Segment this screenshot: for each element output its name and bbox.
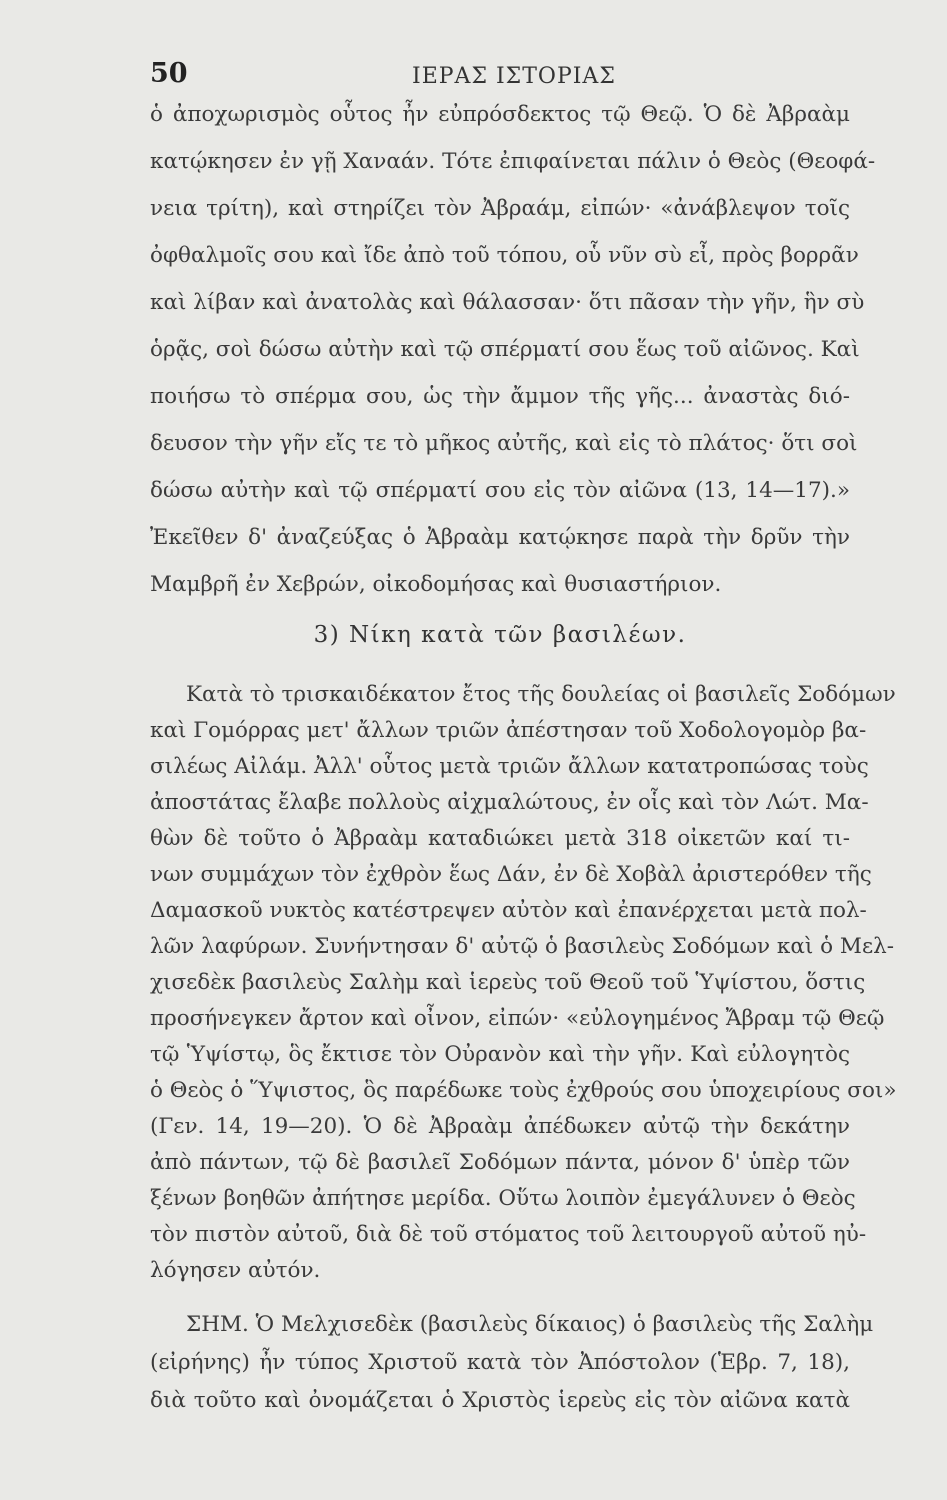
text-line: Δαμασκοῦ νυκτὸς κατέστρεψεν αὐτὸν καὶ ἐπανέρχεται μετὰ πολ- — [150, 898, 867, 923]
text-line: νων συμμάχων τὸν ἐχθρὸν ἕως Δάν, ἐν δὲ Χοβὰλ ἀριστερόθεν τῆς — [150, 862, 872, 887]
text-line: ξένων βοηθῶν ἀπήτησε μερίδα. Οὕτω λοιπὸν ἐμεγάλυνεν ὁ Θεὸς — [150, 1186, 856, 1211]
text-line: δευσον τὴν γῆν εἴς τε τὸ μῆκος αὐτῆς, καὶ εἰς τὸ πλάτος· ὅτι σοὶ — [150, 431, 858, 456]
text-line: ὁρᾷς, σοὶ δώσω αὐτὴν καὶ τῷ σπέρματί σου ἕως τοῦ αἰῶνος. Καὶ — [150, 337, 860, 362]
text-line: Κατὰ τὸ τρισκαιδέκατον ἔτος τῆς δουλείας οἱ βασιλεῖς Σοδόμων — [186, 682, 896, 707]
text-line: καὶ λίβαν καὶ ἀνατολὰς καὶ θάλασσαν· ὅτι πᾶσαν τὴν γῆν, ἣν σὺ — [150, 290, 865, 315]
text-line: ΣΗΜ. Ὁ Μελχισεδὲκ (βασιλεὺς δίκαιος) ὁ βασιλεὺς τῆς Σαλὴμ — [186, 1312, 874, 1337]
text-line: ὀφθαλμοῖς σου καὶ ἴδε ἀπὸ τοῦ τόπου, οὗ νῦν σὺ εἶ, πρὸς βορρᾶν — [150, 243, 859, 268]
running-title: ΙΕΡΑΣ ΙΣΤΟΡΙΑΣ — [412, 64, 616, 89]
text-line: Μαμβρῆ ἐν Χεβρών, οἰκοδομήσας καὶ θυσιαστήριον. — [150, 572, 722, 597]
text-line: ἀπὸ πάντων, τῷ δὲ βασιλεῖ Σοδόμων πάντα, μόνον δ' ὑπὲρ τῶν — [150, 1150, 850, 1175]
page-header — [150, 52, 850, 92]
text-line: κατῴκησεν ἐν γῇ Χαναάν. Τότε ἐπιφαίνεται πάλιν ὁ Θεὸς (Θεοφά- — [150, 149, 876, 174]
text-line: δώσω αὐτὴν καὶ τῷ σπέρματί σου εἰς τὸν αἰῶνα (13, 14—17).» — [150, 478, 850, 503]
page-number: 50 — [150, 58, 188, 89]
text-line: χισεδὲκ βασιλεὺς Σαλὴμ καὶ ἱερεὺς τοῦ Θεοῦ τοῦ Ὑψίστου, ὅστις — [150, 970, 866, 995]
text-line: τὸν πιστὸν αὐτοῦ, διὰ δὲ τοῦ στόματος τοῦ λειτουργοῦ αὐτοῦ ηὐ- — [150, 1222, 867, 1247]
text-line: διὰ τοῦτο καὶ ὀνομάζεται ὁ Χριστὸς ἱερεὺς εἰς τὸν αἰῶνα κατὰ — [150, 1388, 850, 1413]
text-line: καὶ Γομόρρας μετ' ἄλλων τριῶν ἀπέστησαν τοῦ Χοδολογομὸρ βα- — [150, 718, 867, 743]
text-line: τῷ Ὑψίστῳ, ὃς ἔκτισε τὸν Οὐρανὸν καὶ τὴν γῆν. Καὶ εὐλογητὸς — [150, 1042, 850, 1067]
text-line: προσήνεγκεν ἄρτον καὶ οἶνον, εἰπών· «εὐλογημένος Ἄβραμ τῷ Θεῷ — [150, 1006, 885, 1031]
text-line: ποιήσω τὸ σπέρμα σου, ὡς τὴν ἄμμον τῆς γῆς... ἀναστὰς διό- — [150, 384, 850, 409]
text-line: νεια τρίτη), καὶ στηρίζει τὸν Ἀβραάμ, εἰπών· «ἀνάβλεψον τοῖς — [150, 196, 850, 221]
text-line: λόγησεν αὐτόν. — [150, 1258, 321, 1283]
text-line: σιλέως Αἰλάμ. Ἀλλ' οὗτος μετὰ τριῶν ἄλλων κατατροπώσας τοὺς — [150, 754, 869, 779]
section-heading: 3) Νίκη κατὰ τῶν βασιλέων. — [313, 622, 687, 648]
text-line: λῶν λαφύρων. Συνήντησαν δ' αὐτῷ ὁ βασιλεὺς Σοδόμων καὶ ὁ Μελ- — [150, 934, 894, 959]
text-line: ἀποστάτας ἔλαβε πολλοὺς αἰχμαλώτους, ἐν οἷς καὶ τὸν Λώτ. Μα- — [150, 790, 869, 815]
text-line: (εἰρήνης) ἦν τύπος Χριστοῦ κατὰ τὸν Ἀπόστολον (Ἑβρ. 7, 18), — [150, 1350, 850, 1375]
text-line: Ἐκεῖθεν δ' ἀναζεύξας ὁ Ἀβραὰμ κατῴκησε παρὰ τὴν δρῦν τὴν — [150, 525, 850, 550]
text-line: ὁ ἀποχωρισμὸς οὗτος ἦν εὐπρόσδεκτος τῷ Θεῷ. Ὁ δὲ Ἀβραὰμ — [150, 102, 850, 127]
text-line: (Γεν. 14, 19—20). Ὁ δὲ Ἀβραὰμ ἀπέδωκεν αὐτῷ τὴν δεκάτην — [150, 1114, 850, 1139]
text-line: ὁ Θεὸς ὁ Ὕψιστος, ὃς παρέδωκε τοὺς ἐχθρούς σου ὑποχειρίους σοι» — [150, 1078, 897, 1103]
text-line: θὼν δὲ τοῦτο ὁ Ἀβραὰμ καταδιώκει μετὰ 318 οἰκετῶν καί τι- — [150, 826, 850, 851]
